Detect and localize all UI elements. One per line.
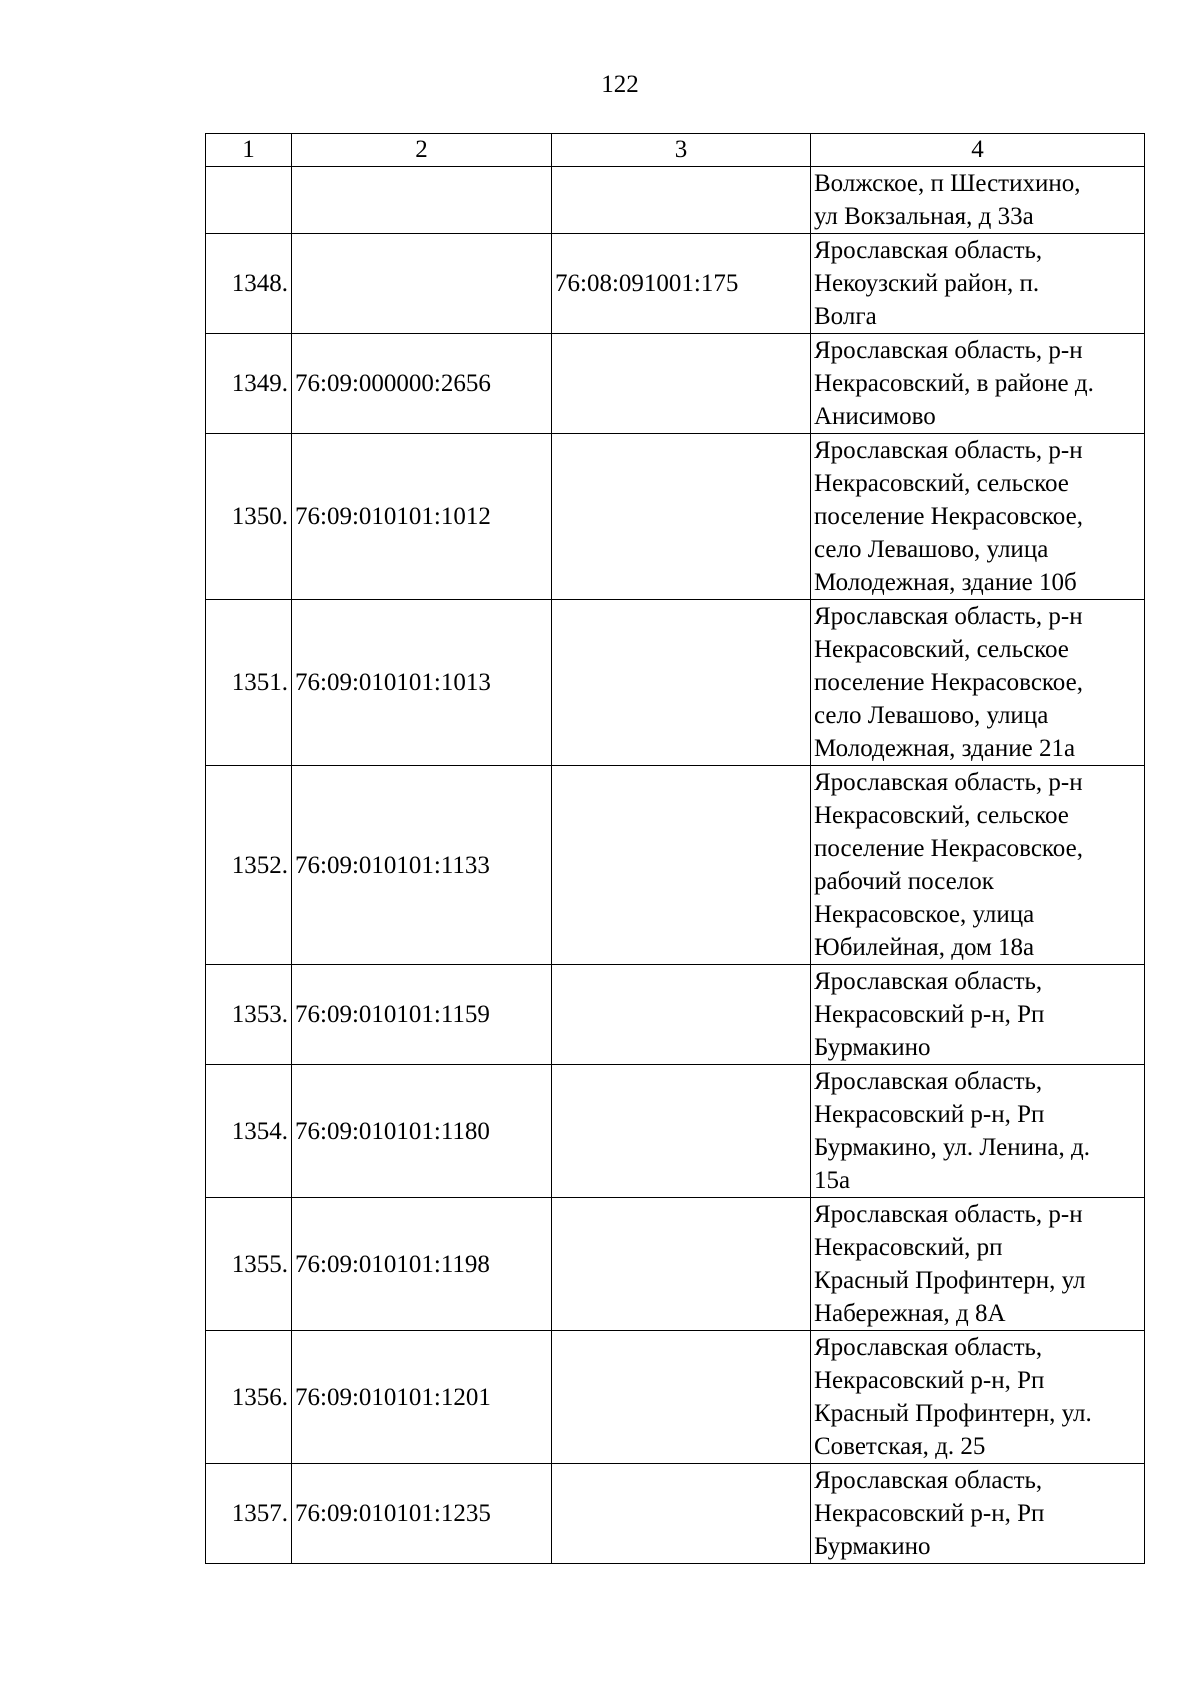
cadastral-number-cell: 76:09:010101:1198 — [292, 1198, 552, 1331]
table-row — [206, 1065, 1145, 1198]
cadastral-number-alt-cell — [552, 965, 811, 1065]
address-cell: Волжское, п Шестихино, ул Вокзальная, д 33а — [811, 167, 1145, 234]
cadastral-number-cell: 76:09:010101:1180 — [292, 1065, 552, 1198]
cadastral-number-alt-cell — [552, 434, 811, 600]
row-number-cell: 1354. — [206, 1065, 292, 1198]
row-number-cell — [206, 167, 292, 234]
address-cell: Ярославская область, Некрасовский р-н, Рп Бурмакино, ул. Ленина, д. 15а — [811, 1065, 1145, 1198]
table-row — [206, 167, 1145, 234]
address-cell: Ярославская область, Некрасовский р-н, Рп Бурмакино — [811, 1464, 1145, 1564]
row-number-cell: 1357. — [206, 1464, 292, 1564]
table-row — [206, 1331, 1145, 1464]
row-number-cell: 1351. — [206, 600, 292, 766]
address-cell: Ярославская область, Некоузский район, п. Волга — [811, 234, 1145, 334]
table-row — [206, 434, 1145, 600]
column-header: 3 — [552, 134, 811, 167]
address-cell: Ярославская область, р-н Некрасовский, сельское поселение Некрасовское, рабочий поселок Некрасовское, улица Юбилейная, дом 18а — [811, 766, 1145, 965]
cadastral-number-alt-cell — [552, 1065, 811, 1198]
cadastral-number-alt-cell: 76:08:091001:175 — [552, 234, 811, 334]
cadastral-number-cell: 76:09:010101:1013 — [292, 600, 552, 766]
table-row — [206, 1198, 1145, 1331]
address-cell: Ярославская область, р-н Некрасовский, рп Красный Профинтерн, ул Набережная, д 8А — [811, 1198, 1145, 1331]
row-number-cell: 1355. — [206, 1198, 292, 1331]
cadastral-number-cell: 76:09:010101:1012 — [292, 434, 552, 600]
cadastral-number-cell: 76:09:010101:1159 — [292, 965, 552, 1065]
row-number-cell: 1353. — [206, 965, 292, 1065]
cadastral-number-alt-cell — [552, 766, 811, 965]
address-cell: Ярославская область, Некрасовский р-н, Рп Красный Профинтерн, ул. Советская, д. 25 — [811, 1331, 1145, 1464]
table-row — [206, 234, 1145, 334]
table-row — [206, 600, 1145, 766]
row-number-cell: 1348. — [206, 234, 292, 334]
row-number-cell: 1352. — [206, 766, 292, 965]
cadastral-number-cell — [292, 234, 552, 334]
cadastral-number-alt-cell — [552, 1198, 811, 1331]
cadastral-number-alt-cell — [552, 1331, 811, 1464]
cadastral-number-alt-cell — [552, 600, 811, 766]
column-header: 4 — [811, 134, 1145, 167]
page-number: 122 — [601, 71, 639, 98]
cadastral-number-cell: 76:09:010101:1235 — [292, 1464, 552, 1564]
cadastral-number-alt-cell — [552, 1464, 811, 1564]
row-number-cell: 1349. — [206, 334, 292, 434]
cadastral-number-alt-cell — [552, 167, 811, 234]
cadastral-number-cell: 76:09:000000:2656 — [292, 334, 552, 434]
row-number-cell: 1356. — [206, 1331, 292, 1464]
table-header-row — [206, 134, 1145, 167]
table-row — [206, 1464, 1145, 1564]
cadastral-number-cell: 76:09:010101:1201 — [292, 1331, 552, 1464]
column-header: 2 — [292, 134, 552, 167]
registry-table — [205, 133, 1145, 1564]
address-cell: Ярославская область, Некрасовский р-н, Рп Бурмакино — [811, 965, 1145, 1065]
row-number-cell: 1350. — [206, 434, 292, 600]
cadastral-number-alt-cell — [552, 334, 811, 434]
table-row — [206, 965, 1145, 1065]
table-row — [206, 334, 1145, 434]
cadastral-number-cell — [292, 167, 552, 234]
address-cell: Ярославская область, р-н Некрасовский, в районе д. Анисимово — [811, 334, 1145, 434]
address-cell: Ярославская область, р-н Некрасовский, сельское поселение Некрасовское, село Левашово, улица Молодежная, здание 21а — [811, 600, 1145, 766]
table-row — [206, 766, 1145, 965]
column-header: 1 — [206, 134, 292, 167]
cadastral-number-cell: 76:09:010101:1133 — [292, 766, 552, 965]
address-cell: Ярославская область, р-н Некрасовский, сельское поселение Некрасовское, село Левашово, улица Молодежная, здание 10б — [811, 434, 1145, 600]
